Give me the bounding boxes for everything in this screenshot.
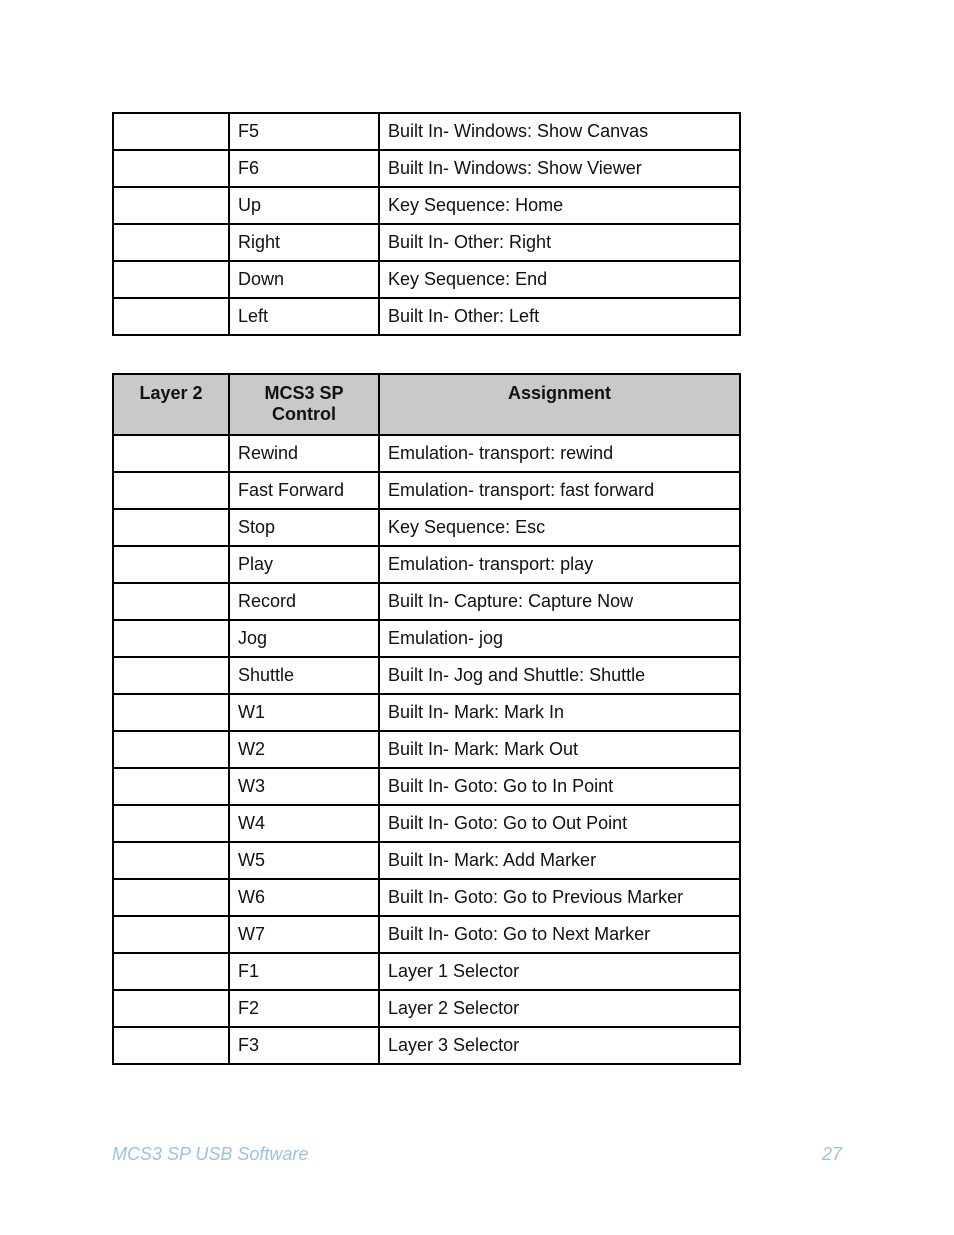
cell-layer	[113, 620, 229, 657]
layer-2-assignment-table	[112, 373, 741, 1065]
footer-page-number: 27	[821, 1144, 842, 1164]
table-row	[113, 261, 740, 298]
cell-assignment: Built In- Other: Left	[379, 298, 740, 335]
table-row	[113, 879, 740, 916]
cell-assignment: Built In- Mark: Mark Out	[379, 731, 740, 768]
cell-control: F2	[229, 990, 379, 1027]
cell-assignment: Built In- Mark: Mark In	[379, 694, 740, 731]
table-row	[113, 694, 740, 731]
header-control: MCS3 SP Control	[229, 374, 379, 435]
cell-layer	[113, 472, 229, 509]
table-row	[113, 1027, 740, 1064]
table-row	[113, 916, 740, 953]
table-row	[113, 113, 740, 150]
cell-layer	[113, 224, 229, 261]
cell-layer	[113, 842, 229, 879]
cell-control: F1	[229, 953, 379, 990]
table-row	[113, 150, 740, 187]
cell-layer	[113, 657, 229, 694]
cell-assignment: Key Sequence: Home	[379, 187, 740, 224]
table-body	[113, 435, 740, 1064]
cell-assignment: Emulation- jog	[379, 620, 740, 657]
cell-control: W6	[229, 879, 379, 916]
header-layer: Layer 2	[113, 374, 229, 435]
cell-layer	[113, 261, 229, 298]
cell-assignment: Built In- Goto: Go to Previous Marker	[379, 879, 740, 916]
cell-assignment: Emulation- transport: rewind	[379, 435, 740, 472]
cell-layer	[113, 113, 229, 150]
table-row	[113, 509, 740, 546]
table-row	[113, 805, 740, 842]
header-row	[113, 374, 740, 435]
cell-assignment: Key Sequence: End	[379, 261, 740, 298]
cell-assignment: Built In- Goto: Go to Next Marker	[379, 916, 740, 953]
cell-assignment: Emulation- transport: play	[379, 546, 740, 583]
cell-assignment: Built In- Goto: Go to In Point	[379, 768, 740, 805]
cell-control: Rewind	[229, 435, 379, 472]
cell-control: Left	[229, 298, 379, 335]
table-row	[113, 620, 740, 657]
cell-assignment: Built In- Windows: Show Viewer	[379, 150, 740, 187]
table-row	[113, 657, 740, 694]
cell-assignment: Built In- Jog and Shuttle: Shuttle	[379, 657, 740, 694]
table-row	[113, 768, 740, 805]
cell-control: F6	[229, 150, 379, 187]
cell-layer	[113, 731, 229, 768]
cell-layer	[113, 990, 229, 1027]
cell-layer	[113, 768, 229, 805]
cell-assignment: Built In- Capture: Capture Now	[379, 583, 740, 620]
cell-control: F3	[229, 1027, 379, 1064]
table-row	[113, 583, 740, 620]
table-row	[113, 731, 740, 768]
table-row	[113, 224, 740, 261]
cell-layer	[113, 546, 229, 583]
cell-assignment: Emulation- transport: fast forward	[379, 472, 740, 509]
cell-control: Play	[229, 546, 379, 583]
cell-control: Down	[229, 261, 379, 298]
cell-assignment: Built In- Other: Right	[379, 224, 740, 261]
table-row	[113, 953, 740, 990]
cell-control: Fast Forward	[229, 472, 379, 509]
cell-assignment: Built In- Windows: Show Canvas	[379, 113, 740, 150]
cell-control: Record	[229, 583, 379, 620]
cell-control: W5	[229, 842, 379, 879]
cell-assignment: Layer 2 Selector	[379, 990, 740, 1027]
table-row	[113, 546, 740, 583]
cell-control: Jog	[229, 620, 379, 657]
cell-assignment: Key Sequence: Esc	[379, 509, 740, 546]
table-header	[113, 374, 740, 435]
cell-layer	[113, 150, 229, 187]
table-row	[113, 298, 740, 335]
cell-control: Shuttle	[229, 657, 379, 694]
cell-control: Up	[229, 187, 379, 224]
cell-layer	[113, 694, 229, 731]
cell-layer	[113, 583, 229, 620]
table-row	[113, 842, 740, 879]
cell-control: W2	[229, 731, 379, 768]
table-row	[113, 435, 740, 472]
footer-document-title: MCS3 SP USB Software	[112, 1144, 309, 1164]
cell-control: Right	[229, 224, 379, 261]
cell-assignment: Built In- Mark: Add Marker	[379, 842, 740, 879]
table-row	[113, 990, 740, 1027]
cell-assignment: Layer 3 Selector	[379, 1027, 740, 1064]
cell-assignment: Built In- Goto: Go to Out Point	[379, 805, 740, 842]
table-body	[113, 113, 740, 335]
table-row	[113, 472, 740, 509]
cell-control: F5	[229, 113, 379, 150]
cell-layer	[113, 953, 229, 990]
cell-assignment: Layer 1 Selector	[379, 953, 740, 990]
cell-control: W1	[229, 694, 379, 731]
assignment-table-continued	[112, 112, 741, 336]
cell-control: Stop	[229, 509, 379, 546]
cell-layer	[113, 435, 229, 472]
cell-control: W3	[229, 768, 379, 805]
cell-layer	[113, 187, 229, 224]
cell-control: W7	[229, 916, 379, 953]
cell-layer	[113, 509, 229, 546]
cell-layer	[113, 916, 229, 953]
header-assignment: Assignment	[379, 374, 740, 435]
cell-layer	[113, 1027, 229, 1064]
table-row	[113, 187, 740, 224]
cell-layer	[113, 805, 229, 842]
cell-layer	[113, 879, 229, 916]
cell-control: W4	[229, 805, 379, 842]
cell-layer	[113, 298, 229, 335]
